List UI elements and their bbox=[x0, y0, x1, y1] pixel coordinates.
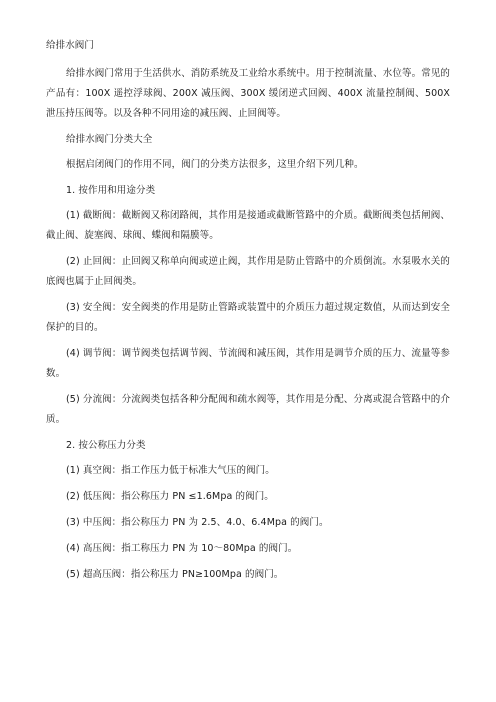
section-heading-classification: 给排水阀门分类大全 bbox=[66, 134, 153, 145]
list-item-regulating-valve: (4) 调节阀：调节阀类包括调节阀、节流阀和减压阀，其作用是调节介质的压力、流量等参数。 bbox=[46, 348, 450, 379]
list-item-cutoff-valve: (1) 截断阀：截断阀又称闭路阀，其作用是接通或截断管路中的介质。截断阀类包括闸阀、截止阀、旋塞阀、球阀、蝶阀和隔膜等。 bbox=[46, 210, 450, 241]
list-item-medium-pressure-valve: (3) 中压阀：指公称压力 PN 为 2.5、4.0、6.4Mpa 的阀门。 bbox=[66, 517, 329, 528]
list-item-high-pressure-valve: (4) 高压阀：指工称压力 PN 为 10～80Mpa 的阀门。 bbox=[66, 543, 298, 554]
list-item-safety-valve: (3) 安全阀：安全阀类的作用是防止管路或装置中的介质压力超过规定数值，从而达到安全保护的目的。 bbox=[46, 302, 450, 333]
list-item-diverter-valve: (5) 分流阀：分流阀类包括各种分配阀和疏水阀等，其作用是分配、分离或混合管路中的介质。 bbox=[46, 394, 450, 425]
subheading-by-pressure: 2. 按公称压力分类 bbox=[66, 440, 146, 451]
subheading-by-function: 1. 按作用和用途分类 bbox=[66, 185, 156, 196]
list-item-ultra-high-pressure-valve: (5) 超高压阀：指公称压力 PN≥100Mpa 的阀门。 bbox=[66, 569, 284, 580]
list-item-check-valve: (2) 止回阀：止回阀又称单向阀或逆止阀，其作用是防止管路中的介质倒流。水泵吸水关的底阀也属于止回阀类。 bbox=[46, 256, 450, 287]
intro-paragraph: 给排水阀门常用于生活供水、消防系统及工业给水系统中。用于控制流量、水位等。常见的产品有：100X 遥控浮球阀、200X 减压阀、300X 缓闭逆式回阀、400X 流量控制阀、500X 泄压持压阀等。以及各种不同用途的减压阀、止回阀等。 bbox=[46, 68, 451, 119]
document-title: 给排水阀门 bbox=[46, 40, 95, 51]
list-item-low-pressure-valve: (2) 低压阀：指公称压力 PN ≤1.6Mpa 的阀门。 bbox=[66, 491, 274, 502]
list-item-vacuum-valve: (1) 真空阀：指工作压力低于标准大气压的阀门。 bbox=[66, 465, 275, 476]
classification-intro-paragraph: 根据启闭阀门的作用不同，阀门的分类方法很多，这里介绍下列几种。 bbox=[66, 159, 364, 170]
document-body bbox=[46, 36, 450, 591]
